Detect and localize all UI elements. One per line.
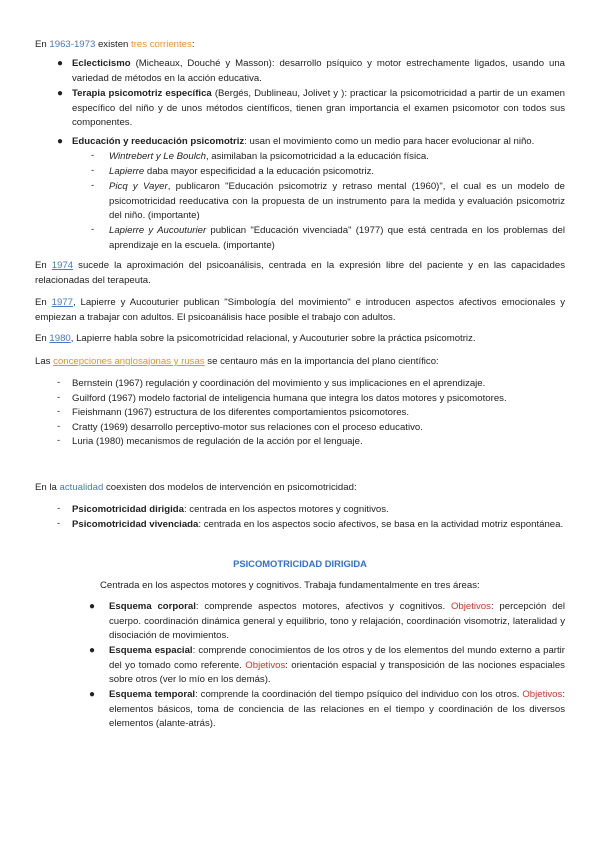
bullet-icon: ● — [57, 88, 64, 99]
para-prefix: En — [35, 297, 52, 308]
dash-marker: - — [57, 435, 61, 446]
intro-mid: existen — [95, 39, 132, 50]
anglo-item: Cratty (1969) desarrollo perceptivo-motor sus relaciones con el proceso educativo. — [72, 422, 423, 433]
subitem-authors: Lapierre y Aucouturier — [109, 225, 207, 236]
scheme-item — [109, 600, 565, 644]
model-label: Psicomotricidad dirigida — [72, 504, 184, 515]
para-text: , Lapierre habla sobre la psicomotricidad relacional, y Aucouturier sobre la práctica psicomotriz. — [70, 333, 476, 344]
year-link[interactable]: 1977 — [51, 297, 73, 308]
bullet-icon: ● — [89, 689, 96, 700]
objectives-label: Objetivos — [450, 601, 491, 612]
objectives-text: : percepción del cuerpo. coordinación dinámica general y equilibrio, tono y relajación, coordinación visomotriz, lateralidad y disociación de movimientos. — [109, 601, 565, 642]
section-intro: Centrada en los aspectos motores y cognitivos. Trabaja fundamentalmente en tres áreas: — [100, 580, 480, 591]
paragraph-actualidad — [35, 481, 565, 496]
subitem-text: , asimilaban la psicomotricidad a la educación física. — [205, 151, 429, 162]
para-prefix: En la — [35, 482, 60, 493]
dash-marker: - — [91, 165, 95, 176]
scheme-text: : comprende la coordinación del tiempo psíquico del individuo con los otros. — [195, 689, 523, 700]
scheme-label: Esquema espacial — [109, 645, 193, 656]
para-text: sucede la aproximación del psicoanálisis, centrada en la expresión libre del paciente y en las capacidades relacionadas del terapeuta. — [35, 260, 565, 286]
current-item — [72, 57, 565, 86]
current-text: : usan el movimiento como un medio para hacer evolucionar al niño. — [244, 136, 535, 147]
anglo-item: Fieishmann (1967) estructura de los diferentes comportamientos psicomotores. — [72, 407, 410, 418]
subitem-text: , publicaron "Educación psicomotriz y retraso mental (1960)", el cual es un modelo de psicomotricidad reeducativa con la propuesta de un instrumento para la medida y evaluación psicomotriz del niño. (importante) — [109, 181, 565, 222]
model-text: : centrada en los aspectos motores y cognitivos. — [183, 504, 389, 515]
dash-marker: - — [91, 180, 95, 191]
paragraph-1980 — [35, 332, 565, 347]
paragraph-1977 — [35, 296, 565, 325]
subitem-authors: Picq y Vayer — [109, 181, 168, 192]
current-label: Educación y reeducación psicomotriz — [72, 136, 245, 147]
para-text: coexisten dos modelos de intervención en psicomotricidad: — [103, 482, 357, 493]
model-text: : centrada en los aspectos socio afectivos, se basa en la actividad motriz espontánea. — [198, 519, 564, 530]
dash-marker: - — [57, 377, 61, 388]
year-link[interactable]: 1974 — [51, 260, 74, 271]
subitem — [109, 165, 565, 180]
anglo-item: Luria (1980) mecanismos de regulación de la acción por el lenguaje. — [72, 436, 363, 447]
paragraph-1974 — [35, 259, 565, 288]
intro-highlight: tres corrientes — [131, 39, 192, 50]
subitem — [109, 180, 565, 224]
para-prefix: Las — [35, 356, 54, 367]
current-item — [72, 135, 565, 150]
dash-marker: - — [91, 150, 95, 161]
dash-marker: - — [57, 503, 61, 514]
dash-marker: - — [57, 406, 61, 417]
dash-marker: - — [57, 518, 61, 529]
intro-paragraph — [35, 38, 565, 53]
para-prefix: En — [35, 333, 50, 344]
scheme-text: : comprende aspectos motores, afectivos y cognitivos. — [195, 601, 451, 612]
para-text: se centauro más en la importancia del plano científico: — [204, 356, 439, 367]
dash-marker: - — [91, 224, 95, 235]
objectives-text: : orientación espacial y transposición de las nociones espaciales sobre otros (ver lo mío en los demás). — [109, 659, 565, 686]
scheme-label: Esquema corporal — [109, 601, 196, 612]
scheme-item — [109, 688, 565, 732]
subitem-authors: Wintrebert y Le Boulch — [109, 151, 206, 162]
intro-suffix: : — [191, 39, 195, 50]
model-item — [72, 503, 565, 518]
model-label: Psicomotricidad vivenciada — [72, 519, 199, 530]
para-text: , Lapierre y Aucouturier publican "Simbología del movimiento" e introducen aspectos afectivos emocionales y empiezan a trabajar con adultos. El psicoanálisis hace posible el trabajo con adultos. — [35, 297, 566, 323]
dash-marker: - — [57, 392, 61, 403]
para-prefix: En — [35, 260, 52, 271]
section-title: PSICOMOTRICIDAD DIRIGIDA — [233, 558, 367, 569]
subitem — [109, 150, 565, 165]
bullet-icon: ● — [89, 601, 96, 612]
current-label: Eclecticismo — [72, 58, 131, 69]
bullet-icon: ● — [89, 645, 96, 656]
scheme-text: : comprende conocimientos de los otros y de los elementos del mundo externo a partir del yo tomado como referente. — [109, 645, 565, 671]
subitem-authors: Lapierre — [109, 166, 145, 177]
scheme-label: Esquema temporal — [109, 689, 196, 700]
anglo-highlight[interactable]: concepciones anglosajonas y rusas — [53, 356, 205, 367]
subitem-text: publican "Educación vivenciada" (1977) que está centrada en los problemas del aprendizaje en la escuela. (importante) — [109, 225, 566, 251]
bullet-icon: ● — [57, 136, 64, 147]
current-item — [72, 87, 565, 131]
current-label: Terapia psicomotriz específica — [72, 88, 212, 99]
intro-years: 1963-1973 — [49, 39, 96, 50]
actualidad-highlight: actualidad — [59, 482, 104, 493]
paragraph-anglo — [35, 355, 565, 370]
anglo-item: Bernstein (1967) regulación y coordinación del movimiento y sus implicaciones en el aprendizaje. — [72, 378, 486, 389]
scheme-item — [109, 644, 565, 688]
objectives-label: Objetivos — [245, 659, 286, 671]
current-text: (Bergés, Dublineau, Jolivet y ): practicar la psicomotricidad a partir de un examen específico del niño y de unos métodos científicos, tienen gran importancia el examen psicomotor con todos sus componentes. — [72, 88, 566, 129]
subitem — [109, 224, 565, 253]
anglo-item: Guilford (1967) modelo factorial de inteligencia humana que integra los datos motores y psicomotores. — [72, 393, 507, 404]
model-item — [72, 518, 565, 533]
intro-prefix: En — [35, 39, 50, 50]
objectives-label: Objetivos — [522, 689, 563, 700]
current-text: (Micheaux, Douché y Masson): desarrollo psíquico y motor estrechamente ligados, usando una variedad de métodos en la acción educativa. — [72, 58, 565, 84]
bullet-icon: ● — [57, 58, 64, 69]
year-link[interactable]: 1980 — [49, 333, 71, 344]
objectives-text: : elementos básicos, toma de conciencia de las relaciones en el tiempo y coordinación de los diversos elementos (alante-atrás). — [109, 689, 565, 730]
dash-marker: - — [57, 421, 61, 432]
subitem-text: daba mayor especificidad a la educación psicomotriz. — [144, 166, 375, 177]
